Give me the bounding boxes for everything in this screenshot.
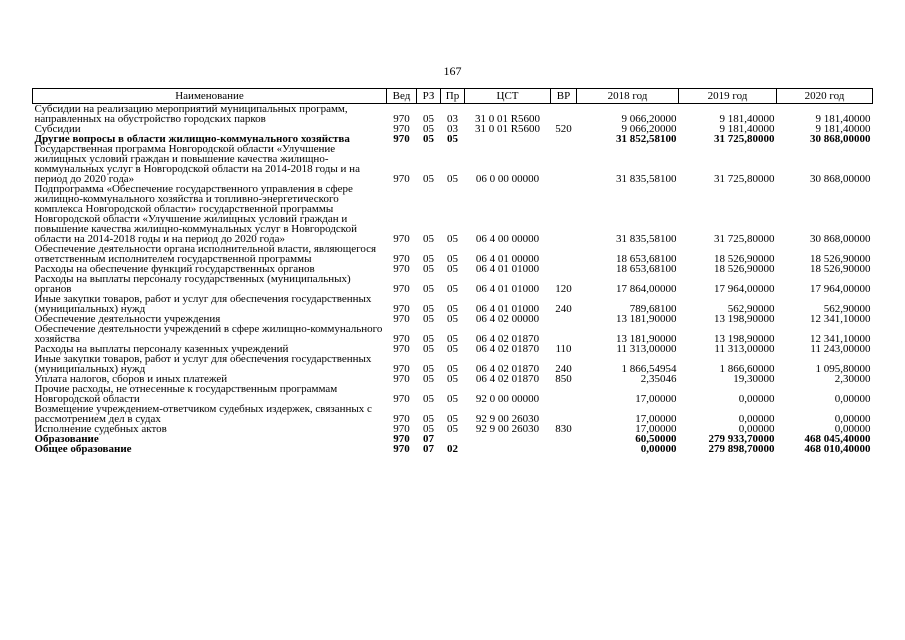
cell-vr bbox=[551, 444, 577, 454]
cell-2020: 562,90000 bbox=[823, 303, 871, 315]
cell-cst: 06 4 01 01000 bbox=[475, 263, 540, 275]
cell-pr: 05 bbox=[447, 413, 458, 425]
cell-rz: 05 bbox=[423, 303, 434, 315]
cell-ved: 970 bbox=[393, 123, 410, 135]
cell-ved: 970 bbox=[393, 423, 410, 435]
cell-ved: 970 bbox=[393, 303, 410, 315]
cell-vr bbox=[551, 264, 577, 274]
cell-2019: 11 313,00000 bbox=[714, 343, 775, 355]
cell-ved: 970 bbox=[393, 393, 410, 405]
cell-2018: 31 835,58100 bbox=[616, 173, 677, 185]
cell-pr: 05 bbox=[447, 253, 458, 265]
table-row bbox=[33, 444, 873, 454]
cell-cst: 06 0 00 00000 bbox=[475, 173, 540, 185]
cell-2019: 9 181,40000 bbox=[719, 113, 775, 125]
cell-rz: 05 bbox=[423, 123, 434, 135]
cell-pr: 05 bbox=[447, 133, 458, 145]
cell-2019: 31 725,80000 bbox=[714, 233, 775, 245]
cell-rz: 05 bbox=[423, 253, 434, 265]
cell-cst: 92 9 00 26030 bbox=[475, 423, 540, 435]
cell-vr bbox=[551, 314, 577, 324]
table-body bbox=[33, 104, 873, 455]
cell-name: Расходы на обеспечение функций государственных органов bbox=[34, 263, 315, 275]
header-cst: ЦСТ bbox=[465, 89, 551, 104]
cell-pr: 02 bbox=[447, 443, 458, 455]
table-row bbox=[33, 384, 873, 404]
cell-rz: 05 bbox=[423, 233, 434, 245]
cell-2020: 0,00000 bbox=[834, 393, 871, 405]
cell-2019: 0,00000 bbox=[738, 413, 775, 425]
cell-rz: 05 bbox=[423, 373, 434, 385]
scan-artifact-dots bbox=[0, 633, 905, 637]
cell-2018: 31 852,58100 bbox=[616, 133, 677, 145]
cell-2019: 13 198,90000 bbox=[714, 333, 775, 345]
cell-ved: 970 bbox=[393, 373, 410, 385]
cell-ved: 970 bbox=[393, 173, 410, 185]
cell-2018: 9 066,20000 bbox=[621, 113, 677, 125]
cell-pr: 05 bbox=[447, 283, 458, 295]
cell-name: Подпрограмма «Обеспечение государственного управления в сфере жилищно-коммунального хозяйства и топливно-энергетического комплекса Новгородской области» государственной программы Новгородской области «Улучшение жилищных условий граждан и повышение качества жилищно-коммунальных услуг в Новгородской области на 2014-2018 годы и на период до 2020 года» bbox=[34, 183, 357, 245]
cell-vr bbox=[551, 134, 577, 144]
header-2019: 2019 год bbox=[679, 89, 777, 104]
cell-2019: 31 725,80000 bbox=[714, 173, 775, 185]
cell-name: Иные закупки товаров, работ и услуг для обеспечения государственных (муниципальных) нужд bbox=[34, 353, 372, 375]
cell-pr: 05 bbox=[447, 363, 458, 375]
cell-pr: 05 bbox=[447, 333, 458, 345]
cell-vr bbox=[551, 384, 577, 404]
cell-name: Субсидии bbox=[34, 123, 81, 135]
cell-name: Обеспечение деятельности органа исполнительной власти, являющегося ответственным исполнителем государственной программы bbox=[34, 243, 377, 265]
header-name: Наименование bbox=[33, 89, 387, 104]
table-row bbox=[33, 144, 873, 184]
cell-ved: 970 bbox=[393, 233, 410, 245]
cell-name: Прочие расходы, не отнесенные к государственным программам Новгородской области bbox=[34, 383, 338, 405]
cell-cst: 06 4 02 01870 bbox=[475, 373, 540, 385]
cell-name: Государственная программа Новгородской области «Улучшение жилищных условий граждан и повышение качества жилищно-коммунальных услуг в Новгородской области на 2014-2018 годы и на период до 2020 года» bbox=[34, 143, 360, 185]
cell-name: Образование bbox=[34, 433, 99, 445]
cell-2020: 1 095,80000 bbox=[815, 363, 871, 375]
cell-vr bbox=[551, 184, 577, 244]
cell-2018: 9 066,20000 bbox=[621, 123, 677, 135]
cell-2019: 17 964,00000 bbox=[714, 283, 775, 295]
cell-rz: 05 bbox=[423, 393, 434, 405]
cell-name: Субсидии на реализацию мероприятий муниципальных программ, направленных на обустройство городских парков bbox=[34, 103, 348, 125]
cell-ved: 970 bbox=[393, 253, 410, 265]
cell-cst: 06 4 01 01000 bbox=[475, 303, 540, 315]
cell-2020: 18 526,90000 bbox=[810, 263, 871, 275]
table-row bbox=[33, 104, 873, 125]
cell-pr: 05 bbox=[447, 423, 458, 435]
cell-vr bbox=[551, 324, 577, 344]
cell-vr: 850 bbox=[555, 373, 572, 385]
cell-2018: 17,00000 bbox=[635, 423, 677, 435]
cell-name: Общее образование bbox=[34, 443, 132, 455]
cell-2018: 789,68100 bbox=[629, 303, 677, 315]
cell-vr: 120 bbox=[555, 283, 572, 295]
cell-cst: 06 4 00 00000 bbox=[475, 233, 540, 245]
cell-vr bbox=[551, 244, 577, 264]
cell-name: Иные закупки товаров, работ и услуг для обеспечения государственных (муниципальных) нужд bbox=[34, 293, 372, 315]
cell-2020: 9 181,40000 bbox=[815, 123, 871, 135]
cell-2019: 9 181,40000 bbox=[719, 123, 775, 135]
cell-rz: 05 bbox=[423, 313, 434, 325]
cell-ved: 970 bbox=[393, 363, 410, 375]
cell-pr: 05 bbox=[447, 393, 458, 405]
table-header bbox=[33, 89, 873, 104]
cell-2020: 12 341,10000 bbox=[810, 313, 871, 325]
cell-rz: 05 bbox=[423, 413, 434, 425]
cell-2020: 0,00000 bbox=[834, 413, 871, 425]
cell-cst: 06 4 02 01870 bbox=[475, 343, 540, 355]
header-pr: Пр bbox=[441, 89, 465, 104]
table-row bbox=[33, 324, 873, 344]
cell-pr: 05 bbox=[447, 263, 458, 275]
cell-pr: 03 bbox=[447, 113, 458, 125]
cell-pr: 05 bbox=[447, 233, 458, 245]
cell-2020: 12 341,10000 bbox=[810, 333, 871, 345]
cell-pr: 05 bbox=[447, 373, 458, 385]
cell-name: Исполнение судебных актов bbox=[34, 423, 167, 435]
cell-2019: 19,30000 bbox=[733, 373, 775, 385]
cell-2018: 11 313,00000 bbox=[616, 343, 677, 355]
cell-2018: 1 866,54954 bbox=[621, 363, 677, 375]
cell-cst: 31 0 01 R5600 bbox=[474, 113, 541, 125]
cell-cst: 92 9 00 26030 bbox=[475, 413, 540, 425]
header-rz: РЗ bbox=[417, 89, 441, 104]
cell-rz: 05 bbox=[423, 173, 434, 185]
cell-cst: 06 4 02 01870 bbox=[475, 363, 540, 375]
cell-2020: 30 868,00000 bbox=[810, 173, 871, 185]
cell-rz: 07 bbox=[423, 443, 434, 455]
cell-cst: 92 0 00 00000 bbox=[475, 393, 540, 405]
cell-vr: 520 bbox=[555, 123, 572, 135]
cell-rz: 05 bbox=[423, 363, 434, 375]
cell-2019: 18 526,90000 bbox=[714, 263, 775, 275]
cell-vr bbox=[551, 404, 577, 424]
cell-pr: 03 bbox=[447, 123, 458, 135]
cell-ved: 970 bbox=[393, 133, 410, 145]
cell-2020: 2,30000 bbox=[834, 373, 871, 385]
cell-name: Обеспечение деятельности учреждения bbox=[34, 313, 221, 325]
cell-cst bbox=[465, 134, 551, 144]
page-number: 167 bbox=[443, 64, 462, 78]
table-row bbox=[33, 274, 873, 294]
cell-2020: 468 045,40000 bbox=[804, 433, 871, 445]
cell-rz: 05 bbox=[423, 283, 434, 295]
cell-vr bbox=[551, 434, 577, 444]
cell-2019: 1 866,60000 bbox=[719, 363, 775, 375]
cell-2020: 11 243,00000 bbox=[810, 343, 871, 355]
cell-2019: 0,00000 bbox=[738, 423, 775, 435]
cell-pr: 05 bbox=[447, 343, 458, 355]
cell-rz: 05 bbox=[423, 113, 434, 125]
table-row bbox=[33, 184, 873, 244]
cell-ved: 970 bbox=[393, 263, 410, 275]
cell-cst bbox=[465, 434, 551, 444]
cell-vr bbox=[551, 104, 577, 125]
cell-cst: 06 4 02 00000 bbox=[475, 313, 540, 325]
cell-2020: 18 526,90000 bbox=[810, 253, 871, 265]
budget-table-container bbox=[32, 88, 872, 454]
cell-rz: 07 bbox=[423, 433, 434, 445]
cell-vr: 240 bbox=[555, 303, 572, 315]
cell-ved: 970 bbox=[393, 113, 410, 125]
cell-vr: 110 bbox=[555, 343, 572, 355]
cell-pr: 05 bbox=[447, 313, 458, 325]
table-row bbox=[33, 244, 873, 264]
cell-cst: 06 4 02 01870 bbox=[475, 333, 540, 345]
cell-2019: 31 725,80000 bbox=[714, 133, 775, 145]
cell-pr: 05 bbox=[447, 303, 458, 315]
cell-2020: 0,00000 bbox=[834, 423, 871, 435]
cell-2018: 2,35046 bbox=[640, 373, 677, 385]
cell-2019: 562,90000 bbox=[727, 303, 775, 315]
cell-2020: 468 010,40000 bbox=[804, 443, 871, 455]
cell-name: Уплата налогов, сборов и иных платежей bbox=[34, 373, 228, 385]
cell-2019: 0,00000 bbox=[738, 393, 775, 405]
cell-2019: 18 526,90000 bbox=[714, 253, 775, 265]
cell-2018: 18 653,68100 bbox=[616, 263, 677, 275]
cell-vr: 830 bbox=[555, 423, 572, 435]
cell-name: Другие вопросы в области жилищно-коммунального хозяйства bbox=[34, 133, 350, 145]
cell-ved: 970 bbox=[393, 443, 410, 455]
budget-table bbox=[32, 88, 873, 454]
cell-cst: 06 4 01 01000 bbox=[475, 283, 540, 295]
cell-2019: 279 898,70000 bbox=[708, 443, 775, 455]
table-row bbox=[33, 354, 873, 374]
cell-2020: 30 868,00000 bbox=[810, 133, 871, 145]
cell-2018: 13 181,90000 bbox=[616, 333, 677, 345]
cell-cst bbox=[465, 444, 551, 454]
cell-2018: 17 864,00000 bbox=[616, 283, 677, 295]
cell-2018: 0,00000 bbox=[640, 443, 677, 455]
cell-2019: 13 198,90000 bbox=[714, 313, 775, 325]
cell-rz: 05 bbox=[423, 343, 434, 355]
cell-vr: 240 bbox=[555, 363, 572, 375]
cell-rz: 05 bbox=[423, 423, 434, 435]
cell-ved: 970 bbox=[393, 313, 410, 325]
cell-2018: 31 835,58100 bbox=[616, 233, 677, 245]
cell-2018: 17,00000 bbox=[635, 393, 677, 405]
header-vr: ВР bbox=[551, 89, 577, 104]
cell-vr bbox=[551, 144, 577, 184]
cell-2018: 60,50000 bbox=[635, 433, 677, 445]
table-row bbox=[33, 404, 873, 424]
cell-cst: 06 4 01 00000 bbox=[475, 253, 540, 265]
cell-name: Обеспечение деятельности учреждений в сфере жилищно-коммунального хозяйства bbox=[34, 323, 383, 345]
cell-pr: 05 bbox=[447, 173, 458, 185]
cell-2019: 279 933,70000 bbox=[708, 433, 775, 445]
cell-rz: 05 bbox=[423, 133, 434, 145]
cell-ved: 970 bbox=[393, 413, 410, 425]
cell-2018: 13 181,90000 bbox=[616, 313, 677, 325]
cell-2020: 30 868,00000 bbox=[810, 233, 871, 245]
cell-cst: 31 0 01 R5600 bbox=[474, 123, 541, 135]
cell-2020: 17 964,00000 bbox=[810, 283, 871, 295]
header-2018: 2018 год bbox=[577, 89, 679, 104]
cell-ved: 970 bbox=[393, 433, 410, 445]
cell-ved: 970 bbox=[393, 333, 410, 345]
cell-name: Расходы на выплаты персоналу казенных учреждений bbox=[34, 343, 289, 355]
header-2020: 2020 год bbox=[777, 89, 873, 104]
cell-ved: 970 bbox=[393, 283, 410, 295]
header-ved: Вед bbox=[387, 89, 417, 104]
cell-rz: 05 bbox=[423, 333, 434, 345]
cell-2020: 9 181,40000 bbox=[815, 113, 871, 125]
header-row bbox=[33, 89, 873, 104]
cell-ved: 970 bbox=[393, 343, 410, 355]
cell-rz: 05 bbox=[423, 263, 434, 275]
table-row bbox=[33, 294, 873, 314]
cell-2018: 17,00000 bbox=[635, 413, 677, 425]
cell-2018: 18 653,68100 bbox=[616, 253, 677, 265]
cell-name: Расходы на выплаты персоналу государственных (муниципальных) органов bbox=[34, 273, 351, 295]
cell-name: Возмещение учреждением-ответчиком судебных издержек, связанных с рассмотрением дел в судах bbox=[34, 403, 372, 425]
